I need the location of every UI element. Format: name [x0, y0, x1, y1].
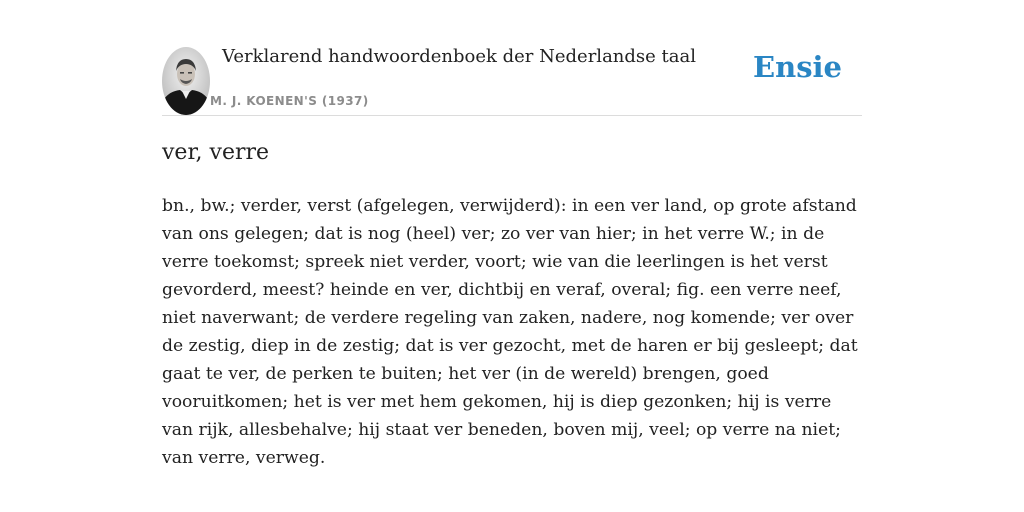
entry-headword: ver, verre	[162, 140, 270, 165]
header	[162, 46, 862, 116]
author-portrait-icon	[162, 47, 210, 115]
ensie-logo-link[interactable]: Ensie	[753, 50, 842, 84]
entry-definition: bn., bw.; verder, verst (afgelegen, verwijderd): in een ver land, op grote afstand van ons gelegen; dat is nog (heel) ver; zo ver van hier; in het verre W.; in de verre toekomst; spreek niet verder, voort; wie van die leerlingen is het verst gevorderd, meest? heinde en ver, dichtbij en veraf, overal; fig. een verre neef, niet naverwant; de verdere regeling van zaken, nadere, nog komende; ver over de zestig, diep in de zestig; dat is ver gezocht, met de haren er bij gesleept; dat gaat te ver, de perken te buiten; het ver (in de wereld) brengen, goed vooruitkomen; het is ver met hem gekomen, hij is diep gezonken; hij is verre van rijk, allesbehalve; hij staat ver beneden, boven mij, veel; op verre na niet; van verre, verweg.	[162, 196, 858, 468]
dictionary-author: M. J. KOENEN'S (1937)	[210, 94, 369, 108]
dictionary-title: Verklarend handwoordenboek der Nederlandse taal	[222, 46, 696, 67]
